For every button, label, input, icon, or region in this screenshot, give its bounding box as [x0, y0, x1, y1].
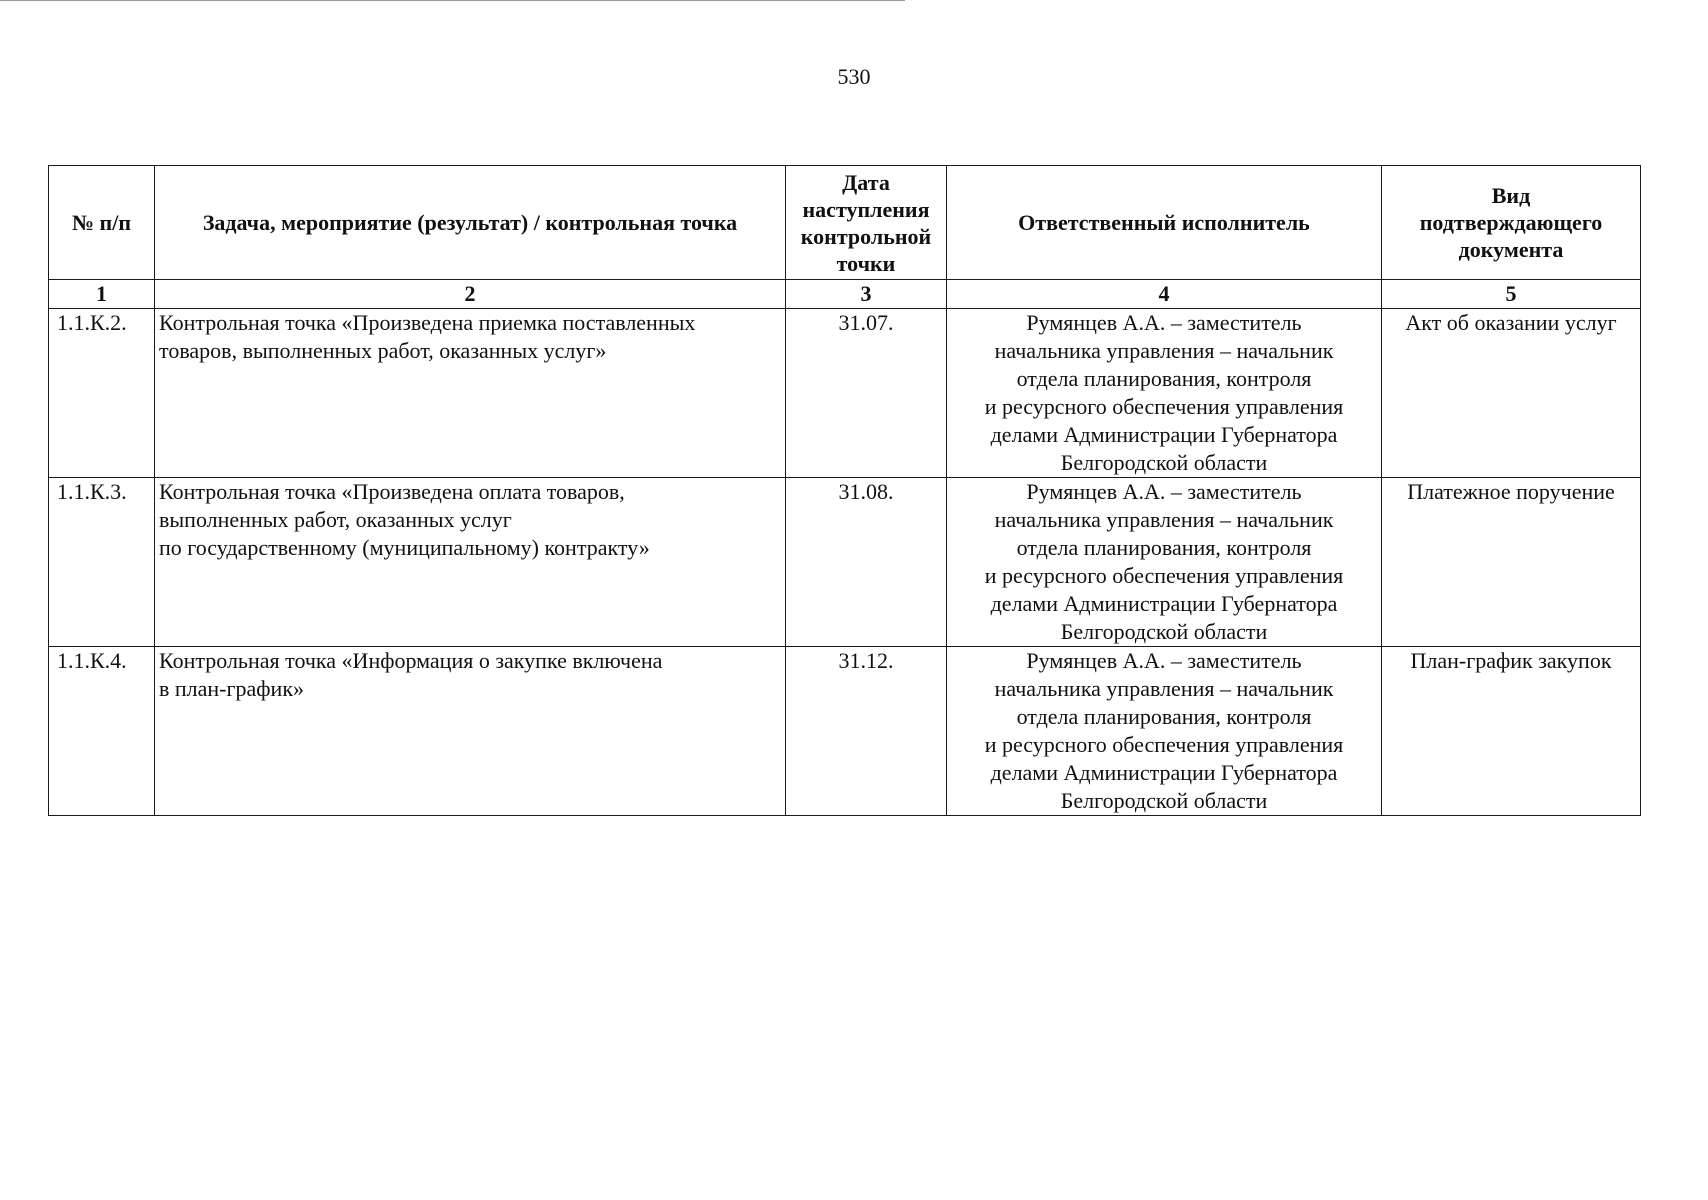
header-date-line: точки [836, 250, 896, 276]
row-date: 31.12. [786, 647, 947, 816]
row-task [155, 647, 786, 816]
column-number: 5 [1382, 280, 1641, 309]
header-date-line: контрольной [800, 223, 932, 249]
row-number: 1.1.К.4. [49, 647, 155, 816]
task-line: выполненных работ, оказанных услуг [159, 507, 512, 532]
table-row [49, 309, 1641, 478]
executor-line: и ресурсного обеспечения управления [984, 394, 1344, 419]
checkpoint-table [48, 165, 1641, 816]
table-row [49, 478, 1641, 647]
executor-line: делами Администрации Губернатора [990, 422, 1338, 447]
executor-line: начальника управления – начальник [994, 507, 1334, 532]
header-task: Задача, мероприятие (результат) / контрольная точка [155, 166, 786, 280]
header-document-line: документа [1458, 237, 1564, 262]
column-number: 2 [155, 280, 786, 309]
task-line: Контрольная точка «Произведена приемка поставленных [159, 310, 696, 335]
header-date-line: наступления [802, 196, 930, 222]
row-date: 31.08. [786, 478, 947, 647]
executor-line: начальника управления – начальник [994, 676, 1334, 701]
row-date: 31.07. [786, 309, 947, 478]
header-number: № п/п [49, 166, 155, 280]
page-number: 530 [837, 64, 871, 89]
header-date [786, 166, 947, 280]
executor-line: начальника управления – начальник [994, 338, 1334, 363]
row-number: 1.1.К.2. [49, 309, 155, 478]
executor-line: отдела планирования, контроля [1016, 704, 1312, 729]
task-line: Контрольная точка «Информация о закупке включена [159, 648, 663, 673]
executor-line: Белгородской области [1060, 788, 1268, 813]
executor-line: Румянцев А.А. – заместитель [1026, 310, 1302, 335]
row-document: Акт об оказании услуг [1382, 309, 1641, 478]
task-line: в план-график» [159, 676, 305, 701]
header-document-line: подтверждающего [1419, 210, 1603, 235]
header-date-line: Дата [842, 169, 890, 195]
executor-line: Румянцев А.А. – заместитель [1026, 479, 1302, 504]
header-document-line: Вид [1491, 183, 1531, 208]
table-header-row [49, 166, 1641, 280]
row-executor [947, 309, 1382, 478]
task-line: товаров, выполненных работ, оказанных услуг» [159, 338, 607, 363]
column-number: 4 [947, 280, 1382, 309]
executor-line: Белгородской области [1060, 619, 1268, 644]
column-number: 1 [49, 280, 155, 309]
executor-line: отдела планирования, контроля [1016, 535, 1312, 560]
executor-line: и ресурсного обеспечения управления [984, 563, 1344, 588]
header-executor: Ответственный исполнитель [947, 166, 1382, 280]
column-number: 3 [786, 280, 947, 309]
row-task [155, 309, 786, 478]
executor-line: делами Администрации Губернатора [990, 591, 1338, 616]
row-document: План-график закупок [1382, 647, 1641, 816]
executor-line: отдела планирования, контроля [1016, 366, 1312, 391]
row-number: 1.1.К.3. [49, 478, 155, 647]
task-line: по государственному (муниципальному) контракту» [159, 535, 650, 560]
table-row [49, 647, 1641, 816]
row-executor [947, 647, 1382, 816]
column-number-row [49, 280, 1641, 309]
executor-line: и ресурсного обеспечения управления [984, 732, 1344, 757]
task-line: Контрольная точка «Произведена оплата товаров, [159, 479, 625, 504]
executor-line: Белгородской области [1060, 450, 1268, 475]
executor-line: Румянцев А.А. – заместитель [1026, 648, 1302, 673]
executor-line: делами Администрации Губернатора [990, 760, 1338, 785]
scan-edge-line [0, 0, 905, 1]
row-task [155, 478, 786, 647]
row-document: Платежное поручение [1382, 478, 1641, 647]
row-executor [947, 478, 1382, 647]
header-document [1382, 166, 1641, 280]
